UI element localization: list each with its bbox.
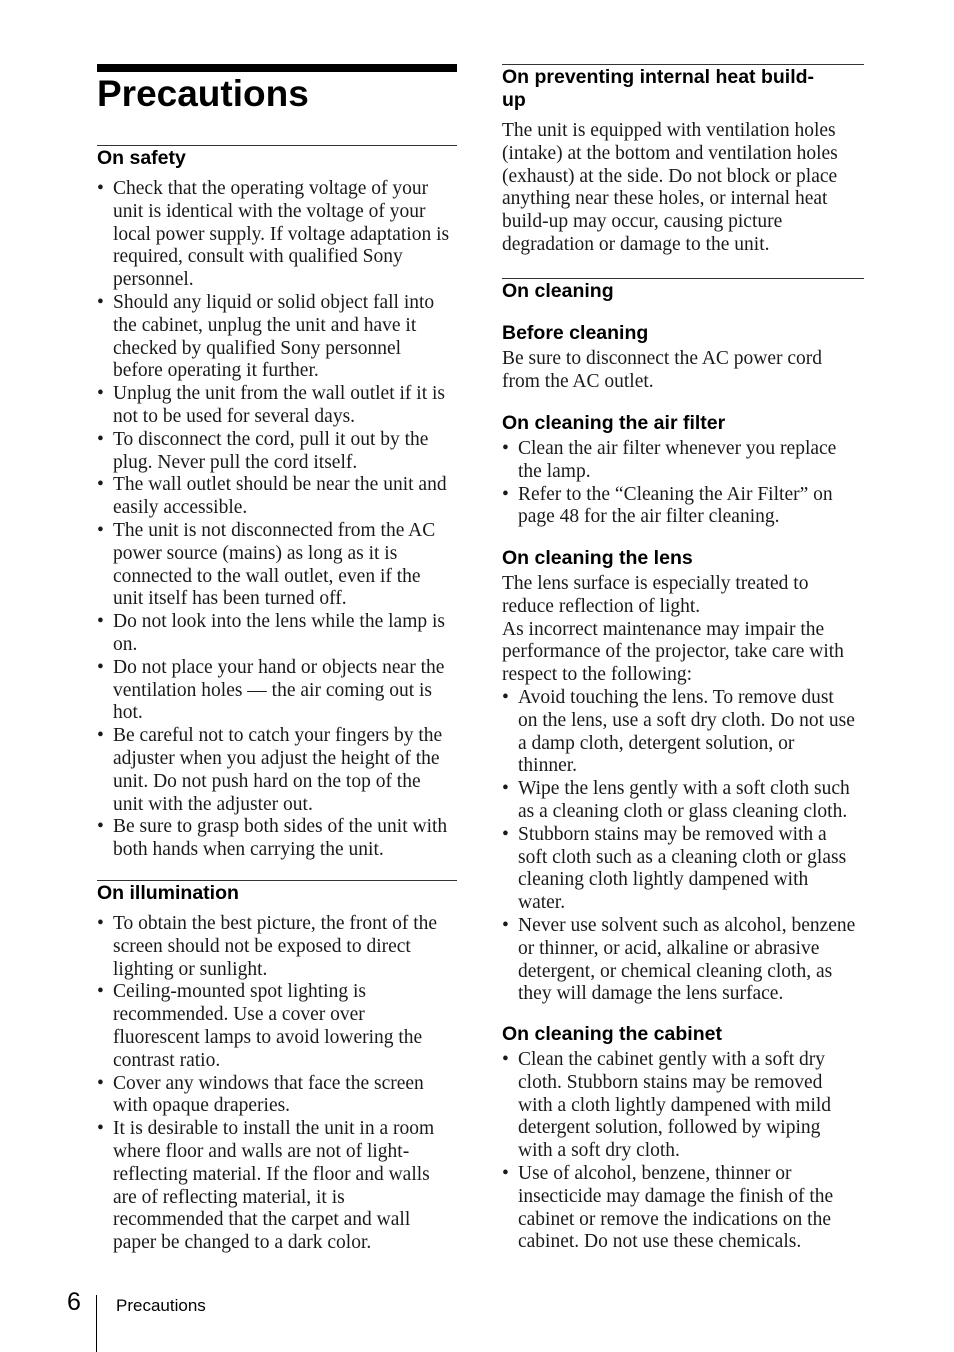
list-item: • Clean the air filter whenever you replace the lamp. <box>502 438 864 484</box>
section-divider <box>502 278 864 279</box>
list-item: • Be sure to grasp both sides of the unit with both hands when carrying the unit. <box>97 816 457 862</box>
section-heading-heat: On preventing internal heat build- up <box>502 66 815 111</box>
list-item: • The wall outlet should be near the unit and easily accessible. <box>97 474 457 520</box>
list-item: • Stubborn stains may be removed with a soft cloth such as a cleaning cloth or glass cleaning cloth lightly dampened with water. <box>502 824 864 915</box>
section-heading-safety: On safety <box>97 147 186 169</box>
list-item: • Cover any windows that face the screen with opaque draperies. <box>97 1073 457 1119</box>
list-item: • Clean the cabinet gently with a soft dry cloth. Stubborn stains may be removed with a cloth lightly dampened with mild detergent solution, followed by wiping with a soft dry cloth. <box>502 1049 864 1163</box>
list-item: • To disconnect the cord, pull it out by the plug. Never pull the cord itself. <box>97 429 457 475</box>
cabinet-list <box>502 1049 864 1254</box>
before-cleaning-paragraph: Be sure to disconnect the AC power cord from the AC outlet. <box>502 348 823 392</box>
lens-paragraph: The lens surface is especially treated to reduce reflection of light. As incorrect maintenance may impair the performance of the projector, take care with respect to the following: <box>502 573 844 686</box>
list-item: • Should any liquid or solid object fall into the cabinet, unplug the unit and have it checked by qualified Sony personnel before operating it further. <box>97 292 457 383</box>
list-item: • Do not place your hand or objects near the ventilation holes — the air coming out is hot. <box>97 657 457 725</box>
heat-paragraph: The unit is equipped with ventilation holes (intake) at the bottom and ventilation holes (exhaust) at the side. Do not block or place anything near these holes, or internal heat build-up may occur, causing picture degradation or damage to the unit. <box>502 120 838 255</box>
list-item: • Never use solvent such as alcohol, benzene or thinner, or acid, alkaline or abrasive detergent, or chemical cleaning cloth, as they will damage the lens surface. <box>502 915 864 1006</box>
list-item: • Avoid touching the lens. To remove dust on the lens, use a soft dry cloth. Do not use a damp cloth, detergent solution, or thinner. <box>502 687 864 778</box>
subheading-lens: On cleaning the lens <box>502 547 693 569</box>
page-number: 6 <box>67 1288 81 1316</box>
illumination-list <box>97 913 457 1255</box>
footer-divider <box>96 1295 97 1352</box>
list-item: • Use of alcohol, benzene, thinner or insecticide may damage the finish of the cabinet or remove the indications on the cabinet. Do not use these chemicals. <box>502 1163 864 1254</box>
list-item: • Unplug the unit from the wall outlet if it is not to be used for several days. <box>97 383 457 429</box>
page-title: Precautions <box>97 73 309 114</box>
section-divider <box>502 64 864 65</box>
list-item: • Be careful not to catch your fingers by the adjuster when you adjust the height of the unit. Do not push hard on the top of the unit with the adjuster out. <box>97 725 457 816</box>
air-filter-list <box>502 438 864 529</box>
section-heading-cleaning: On cleaning <box>502 280 614 302</box>
title-bar <box>97 64 457 72</box>
section-divider <box>97 880 457 881</box>
footer-section-label: Precautions <box>116 1296 206 1315</box>
list-item: • It is desirable to install the unit in a room where floor and walls are not of light- reflecting material. If the floor and walls are of reflecting material, it is recommended that the carpet and wall paper be changed to a dark color. <box>97 1118 457 1255</box>
list-item: • Refer to the “Cleaning the Air Filter” on page 48 for the air filter cleaning. <box>502 484 864 530</box>
list-item: • The unit is not disconnected from the AC power source (mains) as long as it is connected to the wall outlet, even if the unit itself has been turned off. <box>97 520 457 611</box>
list-item: • To obtain the best picture, the front of the screen should not be exposed to direct lighting or sunlight. <box>97 913 457 981</box>
safety-list <box>97 178 457 862</box>
section-heading-illumination: On illumination <box>97 882 239 904</box>
lens-list <box>502 687 864 1006</box>
list-item: • Wipe the lens gently with a soft cloth such as a cleaning cloth or glass cleaning cloth. <box>502 778 864 824</box>
list-item: • Check that the operating voltage of your unit is identical with the voltage of your local power supply. If voltage adaptation is required, consult with qualified Sony personnel. <box>97 178 457 292</box>
subheading-cabinet: On cleaning the cabinet <box>502 1023 722 1045</box>
subheading-before-cleaning: Before cleaning <box>502 322 649 344</box>
list-item: • Ceiling-mounted spot lighting is recommended. Use a cover over fluorescent lamps to avoid lowering the contrast ratio. <box>97 981 457 1072</box>
subheading-air-filter: On cleaning the air filter <box>502 412 726 434</box>
section-divider <box>97 145 457 146</box>
list-item: • Do not look into the lens while the lamp is on. <box>97 611 457 657</box>
